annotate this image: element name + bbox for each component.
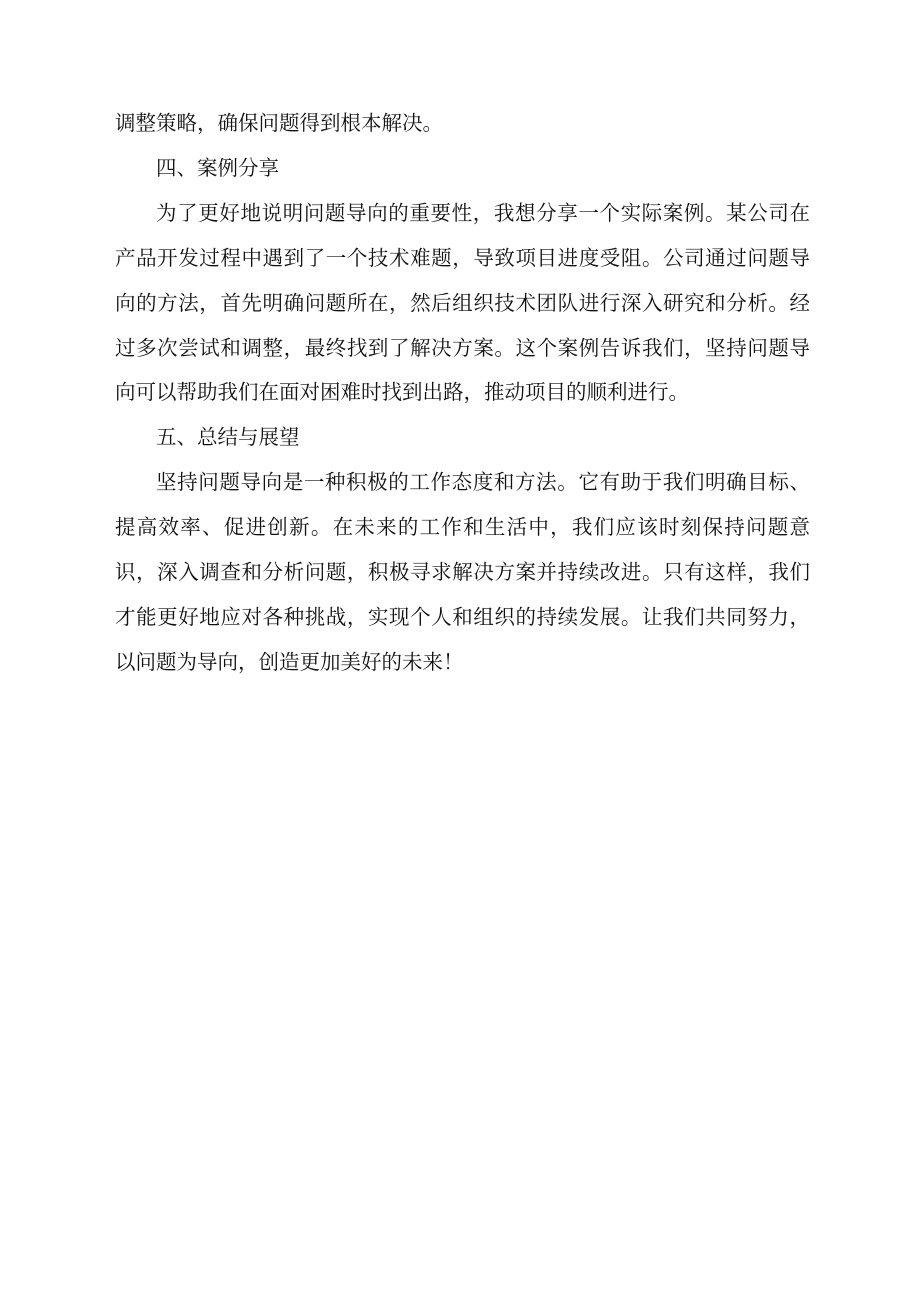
paragraph-case-study: 为了更好地说明问题导向的重要性，我想分享一个实际案例。某公司在产品开发过程中遇到了一个技术难题，导致项目进度受阻。公司通过问题导向的方法，首先明确问题所在，然后组织技术团队进行深入研究和分析。经过多次尝试和调整，最终找到了解决方案。这个案例告诉我们，坚持问题导向可以帮助我们在面对困难时找到出路，推动项目的顺利进行。 (115, 200, 810, 405)
paragraph-summary: 坚持问题导向是一种积极的工作态度和方法。它有助于我们明确目标、提高效率、促进创新。在未来的工作和生活中，我们应该时刻保持问题意识，深入调查和分析问题，积极寻求解决方案并持续改进。只有这样，我们才能更好地应对各种挑战，实现个人和组织的持续发展。让我们共同努力，以问题为导向，创造更加美好的未来！ (115, 470, 810, 674)
document-body (115, 101, 810, 685)
section-heading-case-study: 四、案例分享 (156, 155, 279, 180)
section-heading-summary: 五、总结与展望 (156, 425, 300, 450)
paragraph-continuation: 调整策略，确保问题得到根本解决。 (115, 111, 443, 135)
